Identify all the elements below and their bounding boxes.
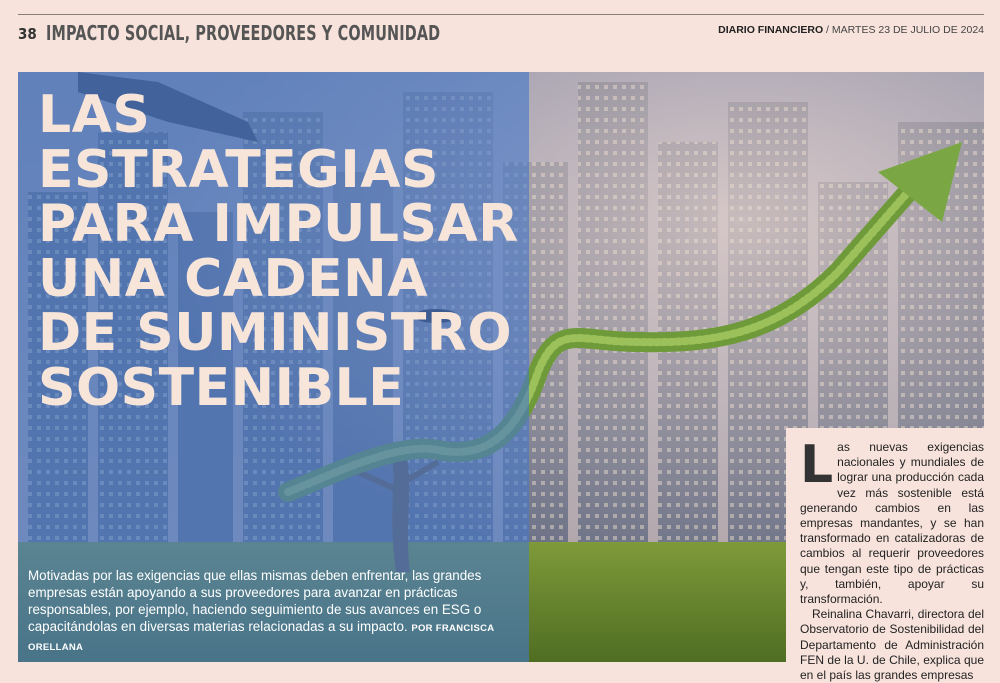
body-paragraph: Reinalina Chavarri, directora del Observatorio de Sostenibilidad del Departamento de Administración FEN de la U. de Chile, explica que en el país las grandes empresas: [800, 607, 984, 683]
byline: POR FRANCISCA ORELLANA: [28, 623, 495, 653]
newspaper-dateline: [718, 24, 984, 36]
body-column: [786, 428, 984, 683]
page-header: [0, 0, 1000, 56]
headline-line: UNA CADENA: [38, 248, 428, 309]
paragraph-text: as nuevas exigencias nacionales y mundiales de lograr una producción cada vez más sostenible está generando cambios en las empresas mandantes, y se han transformado en catalizadoras de cambios al requerir proveedores que tengan este tipo de prácticas y, también, apoyar su transformación.: [800, 440, 984, 607]
header-rule: [18, 14, 984, 15]
body-paragraph: [800, 435, 984, 607]
headline-line: LAS: [38, 85, 151, 145]
headline-line: ESTRATEGIAS: [38, 139, 439, 200]
section-title: IMPACTO SOCIAL, PROVEEDORES Y COMUNIDAD: [46, 21, 441, 45]
headline: [38, 85, 519, 418]
newspaper-name: DIARIO FINANCIERO: [718, 24, 824, 36]
headline-line: SOSTENIBLE: [38, 357, 405, 418]
issue-date: / MARTES 23 DE JULIO DE 2024: [826, 24, 984, 36]
page-number: 38: [18, 25, 37, 43]
headline-line: DE SUMINISTRO: [38, 303, 513, 363]
lead-paragraph: [28, 567, 528, 656]
drop-cap: L: [800, 435, 834, 495]
lead-text: Motivadas por las exigencias que ellas mismas deben enfrentar, las grandes empresas están apoyando a sus proveedores para avanzar en prácticas responsables, por ejemplo, haciendo seguimiento de sus avances en ESG o capacitándolas en diversas materias relacionadas a su impacto.: [28, 568, 482, 634]
headline-line: PARA IMPULSAR: [38, 194, 519, 254]
